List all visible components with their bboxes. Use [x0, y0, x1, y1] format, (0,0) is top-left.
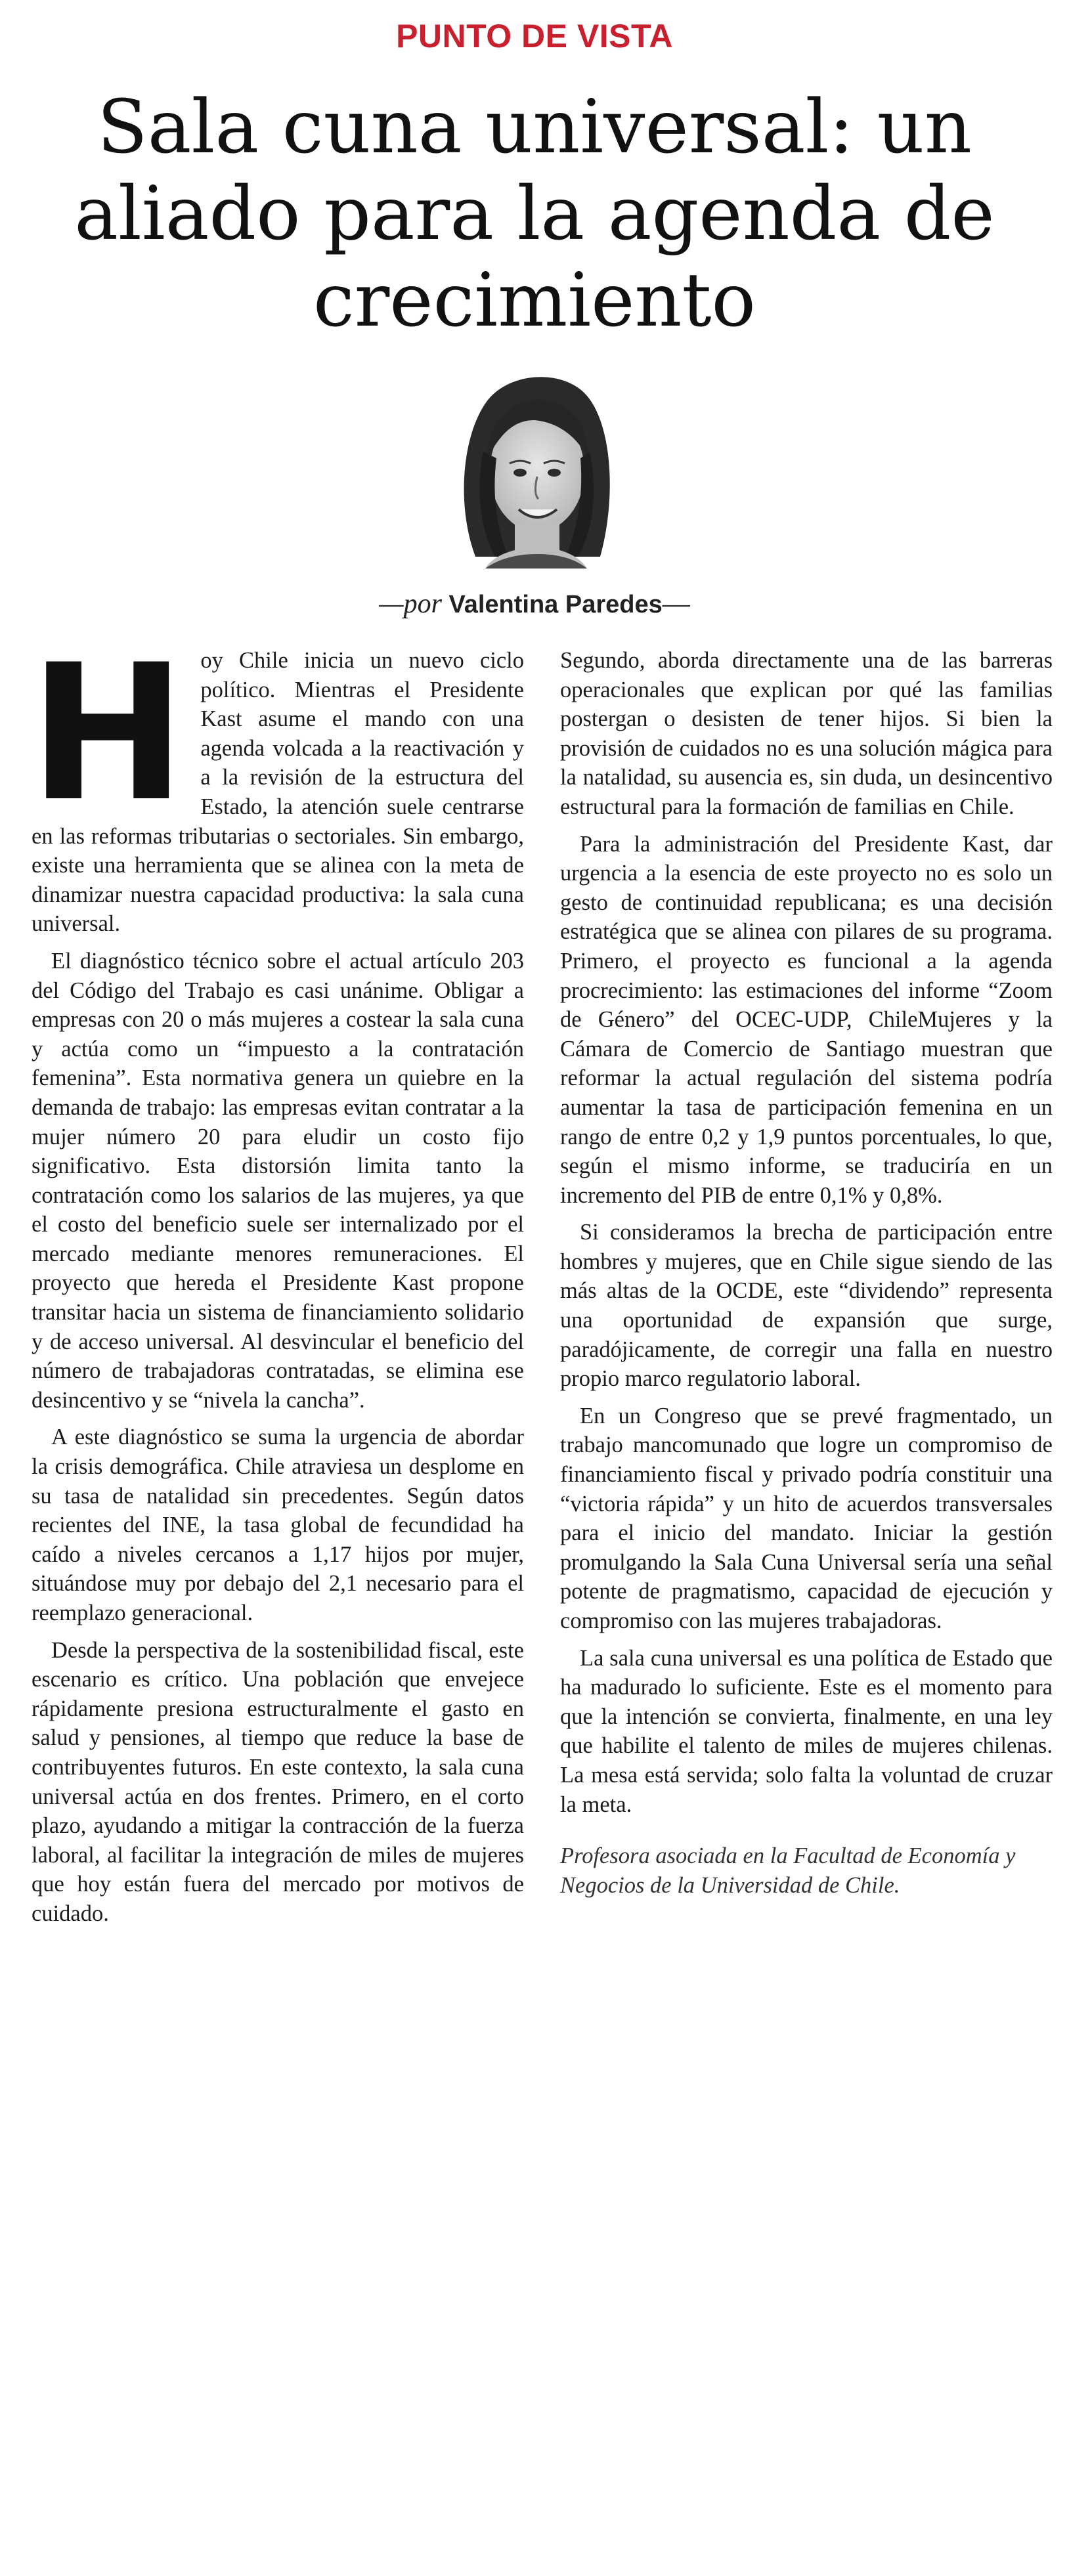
paragraph-text: oy Chile inicia un nuevo ciclo político. Mientras el Presidente Kast asume el mando con una agenda volcada a la reactivación y a la revisión de la estructura del Estado, la atención suele centrarse en las reformas tributarias o sectoriales. Sin embargo, existe una herramienta que se alinea con la meta de dinamizar nuestra capacidad productiva: la sala cuna universal. [32, 648, 524, 937]
byline-suffix: — [662, 589, 690, 619]
headline: Sala cuna universal: un aliado para la agenda de crecimiento [74, 85, 995, 343]
paragraph: A este diagnóstico se suma la urgencia de abordar la crisis demográfica. Chile atraviesa un desplome en su tasa de natalidad sin precedentes. Según datos recientes del INE, la tasa global de fecundidad ha caído a niveles cercanos a 1,17 hijos por mujer, situándose muy por debajo del 2,1 necesario para el reemplazo generacional. [32, 1425, 524, 1625]
author-name: Valentina Paredes [448, 591, 663, 618]
paragraph: En un Congreso que se prevé fragmentado, un trabajo mancomunado que logre un compromiso de financiamiento fiscal y privado podría constituir una “victoria rápida” y un hito de acuerdos transversales para el inicio del mandato. Iniciar la gestión promulgando la Sala Cuna Universal sería una señal potente de pragmatismo, capacidad de ejecución y compromiso con las mujeres trabajadoras. [560, 1403, 1053, 1633]
author-bio: Profesora asociada en la Facultad de Economía y Negocios de la Universidad de Chile. [560, 1843, 1016, 1898]
byline [0, 588, 1069, 620]
column-left [29, 625, 524, 1937]
paragraph: Para la administración del Presidente Kast, dar urgencia a la esencia de este proyecto no es solo un gesto de continuidad republicana; es una decisión estratégica que se alinea con pilares de su programa. Primero, el proyecto es funcional a la agenda procrecimiento: las estimaciones del informe “Zoom de Género” del OCEC-UDP, ChileMujeres y la Cámara de Comercio de Santiago muestran que reformar la actual regulación del sistema podría aumentar la tasa de participación femenina en un rango de entre 0,2 y 1,9 puntos porcentuales, lo que, según el mismo informe, se traduciría en un incremento del PIB de entre 0,1% y 0,8%. [560, 831, 1053, 1208]
section-kicker: PUNTO DE VISTA [396, 18, 673, 54]
byline-prefix: —por [379, 589, 442, 619]
paragraph: La sala cuna universal es una política de Estado que ha madurado lo suficiente. Este es el momento para que la intención se convierta, finalmente, en una ley que habilite el talento de miles de mujeres chilenas. La mesa está servida; solo falta la voluntad de cruzar la meta. [560, 1645, 1053, 1817]
paragraph: Si consideramos la brecha de participación entre hombres y mujeres, que en Chile sigue siendo de las más altas de la OCDE, este “dividendo” representa una oportunidad de expansión que surge, paradójicamente, de corregir una falla en nuestro propio marco regulatorio laboral. [560, 1220, 1053, 1392]
drop-cap: H [29, 625, 186, 843]
paragraph: El diagnóstico técnico sobre el actual artículo 203 del Código del Trabajo es casi unánime. Obligar a empresas con 20 o más mujeres a costear la sala cuna y actúa como un “impuesto a la contratación femenina”. Esta normativa genera un quiebre en la demanda de trabajo: las empresas evitan contratar a la mujer número 20 para eludir un costo fijo significativo. Esta distorsión limita tanto la contratación como los salarios de las mujeres, ya que el costo del beneficio suele ser internalizado por el mercado mediante menores remuneraciones. El proyecto que hereda el Presidente Kast propone transitar hacia un sistema de financiamiento solidario y de acceso universal. Al desvincular el beneficio del número de trabajadoras contratadas, se elimina ese desincentivo y se “nivela la cancha”. [32, 948, 524, 1413]
column-right [560, 646, 1053, 1908]
author-portrait-illustration [449, 360, 621, 569]
paragraph [29, 625, 524, 939]
paragraph: Desde la perspectiva de la sostenibilidad fiscal, este escenario es crítico. Una población que envejece rápidamente presiona estructuralmente el gasto en salud y pensiones, al tiempo que reduce la base de contribuyentes futuros. En este contexto, la sala cuna universal actúa en dos frentes. Primero, en el corto plazo, ayudando a mitigar la contracción de la fuerza laboral, al facilitar la integración de miles de mujeres que hoy están fuera del mercado por motivos de cuidado. [32, 1637, 524, 1926]
paragraph: Segundo, aborda directamente una de las barreras operacionales que explican por qué las familias postergan o desisten de tener hijos. Si bien la provisión de cuidados no es una solución mágica para la natalidad, su ausencia es, sin duda, un desincentivo estructural para la formación de familias en Chile. [560, 648, 1053, 819]
